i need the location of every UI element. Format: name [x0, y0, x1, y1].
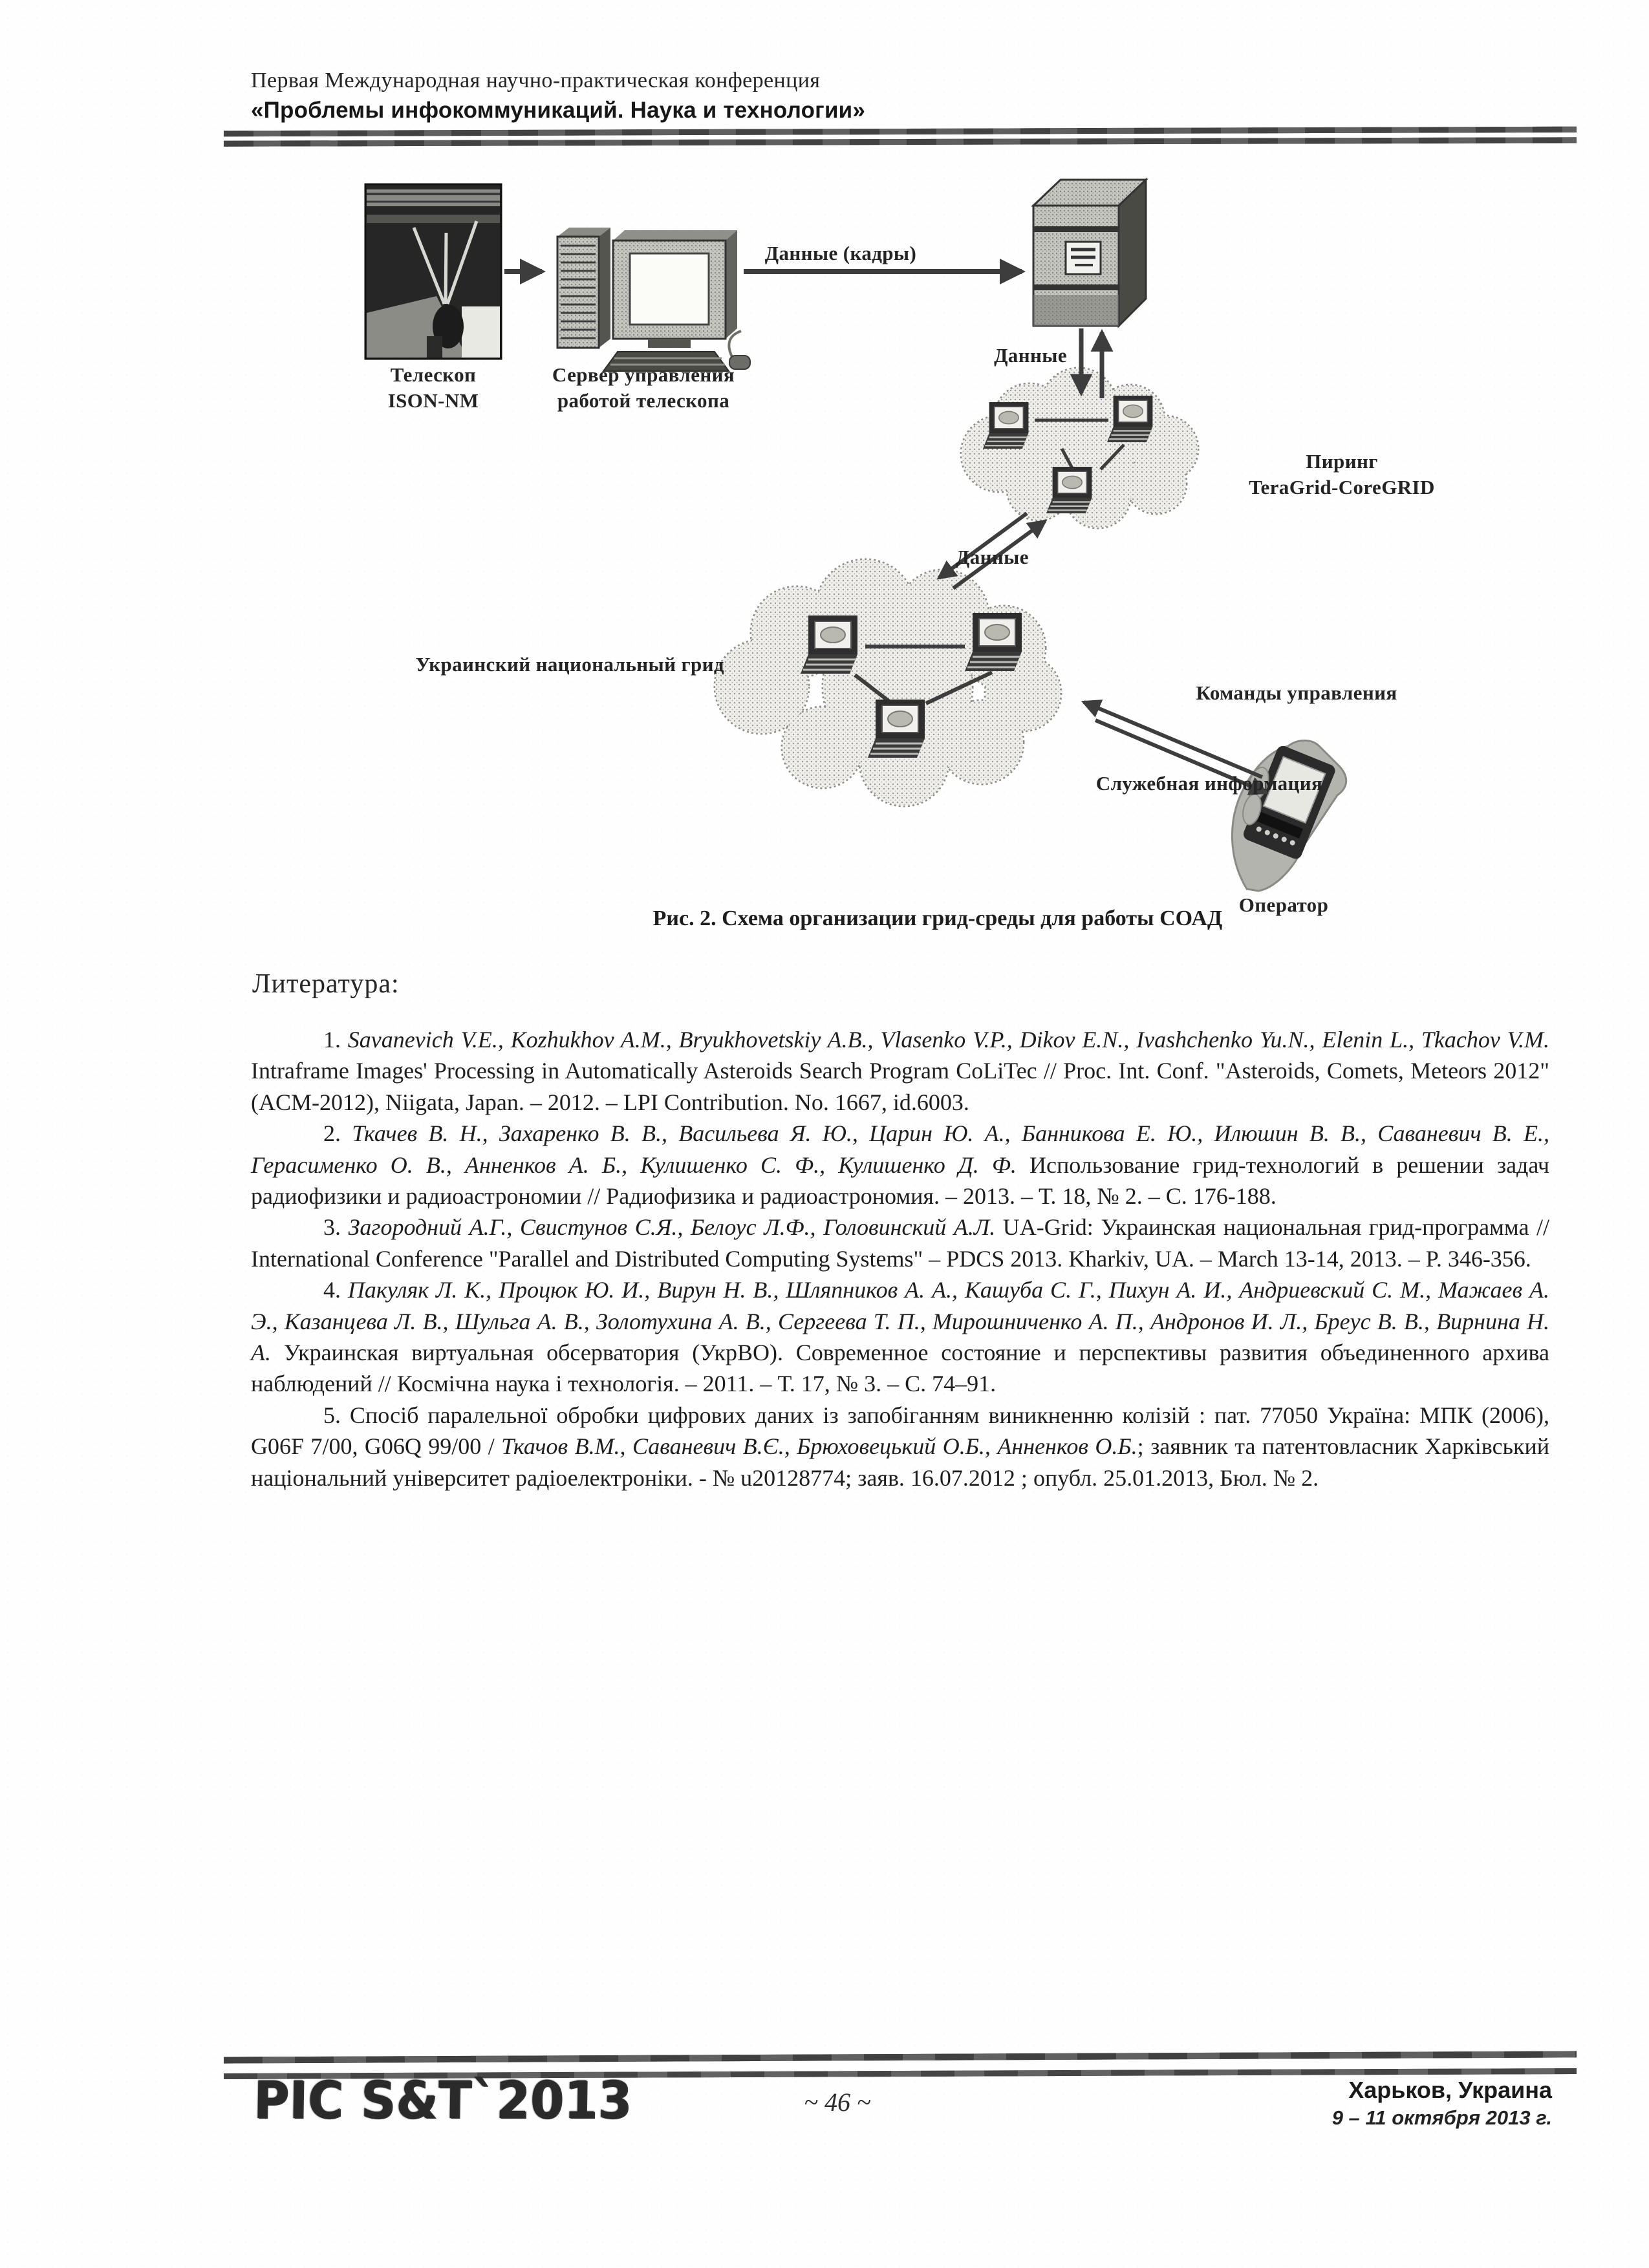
- control-server-label: Сервер управления работой телескопа: [552, 363, 735, 412]
- data-frames-label: Данные (кадры): [764, 242, 917, 264]
- operator-label: Оператор: [1238, 893, 1329, 916]
- laptop-icon: [801, 615, 857, 674]
- page-number: ~ 46 ~: [804, 2088, 871, 2117]
- conference-subtitle: «Проблемы инфокоммуникаций. Наука и технологии»: [251, 98, 866, 123]
- figure-caption: Рис. 2. Схема организации грид-среды для работы СОАД: [652, 906, 1223, 930]
- mouse-cable: [729, 331, 741, 357]
- commands-label: Команды управления: [1196, 681, 1397, 704]
- laptop-icon: [965, 613, 1022, 671]
- reference-item: 1. Savanevich V.E., Kozhukhov A.M., Bryukhovetskiy A.B., Vlasenko V.P., Dikov E.N., Ivashchenko Yu.N., Elenin L., Tkachov V.M. Intraframe Images' Processing in Automatically Asteroids Search Program CoLiTec // Proc. Int. Conf. "Asteroids, Comets, Meteors 2012" (ACM-2012), Niigata, Japan. – 2012. – LPI Contribution. No. 1667, id.6003.: [251, 1027, 1550, 1115]
- reference-item: 4. Пакуляк Л. К., Процюк Ю. И., Вирун Н. В., Шляпников А. А., Кашуба С. Г., Пихун А. И., Андриевский С. М., Мажаев А. Э., Казанцева Л. В., Шульга А. В., Золотухина А. В., Сергеева Т. П., Мирошниченко А. П., Андронов И. Л., Бреус В. В., Вирнина Н. А. Украинская виртуальная обсерватория (УкрВО). Современное состояние и перспективы развития объединенного архива наблюдений // Космічна наука і технологія. – 2011. – Т. 17, № 3. – С. 74–91.: [251, 1277, 1550, 1397]
- telescope-label: Телескоп ISON-NM: [387, 363, 479, 412]
- operator-pda-icon: [1232, 740, 1346, 891]
- literature-heading: Литература:: [252, 969, 400, 999]
- conference-name: Первая Международная научно-практическая конференция: [251, 69, 821, 92]
- footer-rule-top: [224, 2051, 1577, 2063]
- ua-grid-cloud: [715, 560, 1061, 806]
- conference-logo: PIC S&T`2013: [253, 2070, 632, 2131]
- ua-grid-label: Украинский национальный грид: [415, 653, 724, 676]
- footer-dates: 9 – 11 октября 2013 г.: [1331, 2106, 1552, 2129]
- service-info-label: Служебная информация: [1095, 772, 1323, 795]
- laptop-icon: [1046, 467, 1092, 513]
- laptop-icon: [868, 700, 925, 758]
- reference-item: 5. Спосіб паралельної обробки цифрових даних із запобіганням виникненню колізій : пат. 77050 Україна: МПК (2006), G06F 7/00, G06Q 99/00 / Ткачов В.М., Саваневич В.Є., Брюховецький О.Б., Анненков О.Б.; заявник та патентовласник Харківський національний університет радіоелектроніки. - № u20128774; заяв. 16.07.2012 ; опубл. 25.01.2013, Бюл. № 2.: [251, 1402, 1549, 1491]
- laptop-icon: [1107, 396, 1152, 442]
- data-tower-label: Данные: [994, 344, 1067, 367]
- reference-item: 3. Загородний А.Г., Свистунов С.Я., Белоус Л.Ф., Головинский А.Л. UA-Grid: Украинская национальная грид-программа // International Conference "Parallel and Distributed Computing Systems" – PDCS 2013. Kharkiv, UA. – March 13-14, 2013. – P. 346-356.: [251, 1214, 1549, 1272]
- laptop-icon: [983, 402, 1028, 449]
- peering-label: Пиринг TeraGrid-CoreGRID: [1249, 450, 1435, 498]
- commands-arrow: [1084, 702, 1262, 777]
- footer-location: Харьков, Украина: [1348, 2077, 1552, 2103]
- telescope-photo: [365, 184, 501, 359]
- storage-server-icon: [1033, 180, 1146, 326]
- data-grid-label: Данные: [956, 546, 1029, 568]
- control-server-icon: [557, 228, 750, 371]
- references-list: [251, 1024, 1549, 1493]
- reference-item: 2. Ткачев В. Н., Захаренко В. В., Васильева Я. Ю., Царин Ю. А., Банникова Е. Ю., Илюшин В. В., Саваневич В. Е., Герасименко О. В., Анненков А. Б., Кулишенко С. Ф., Кулишенко Д. Ф. Использование грид-технологий в решении задач радиофизики и радиоастрономии // Радиофизика и радиоастрономия. – 2013. – Т. 18, № 2. – С. 176-188.: [251, 1120, 1550, 1210]
